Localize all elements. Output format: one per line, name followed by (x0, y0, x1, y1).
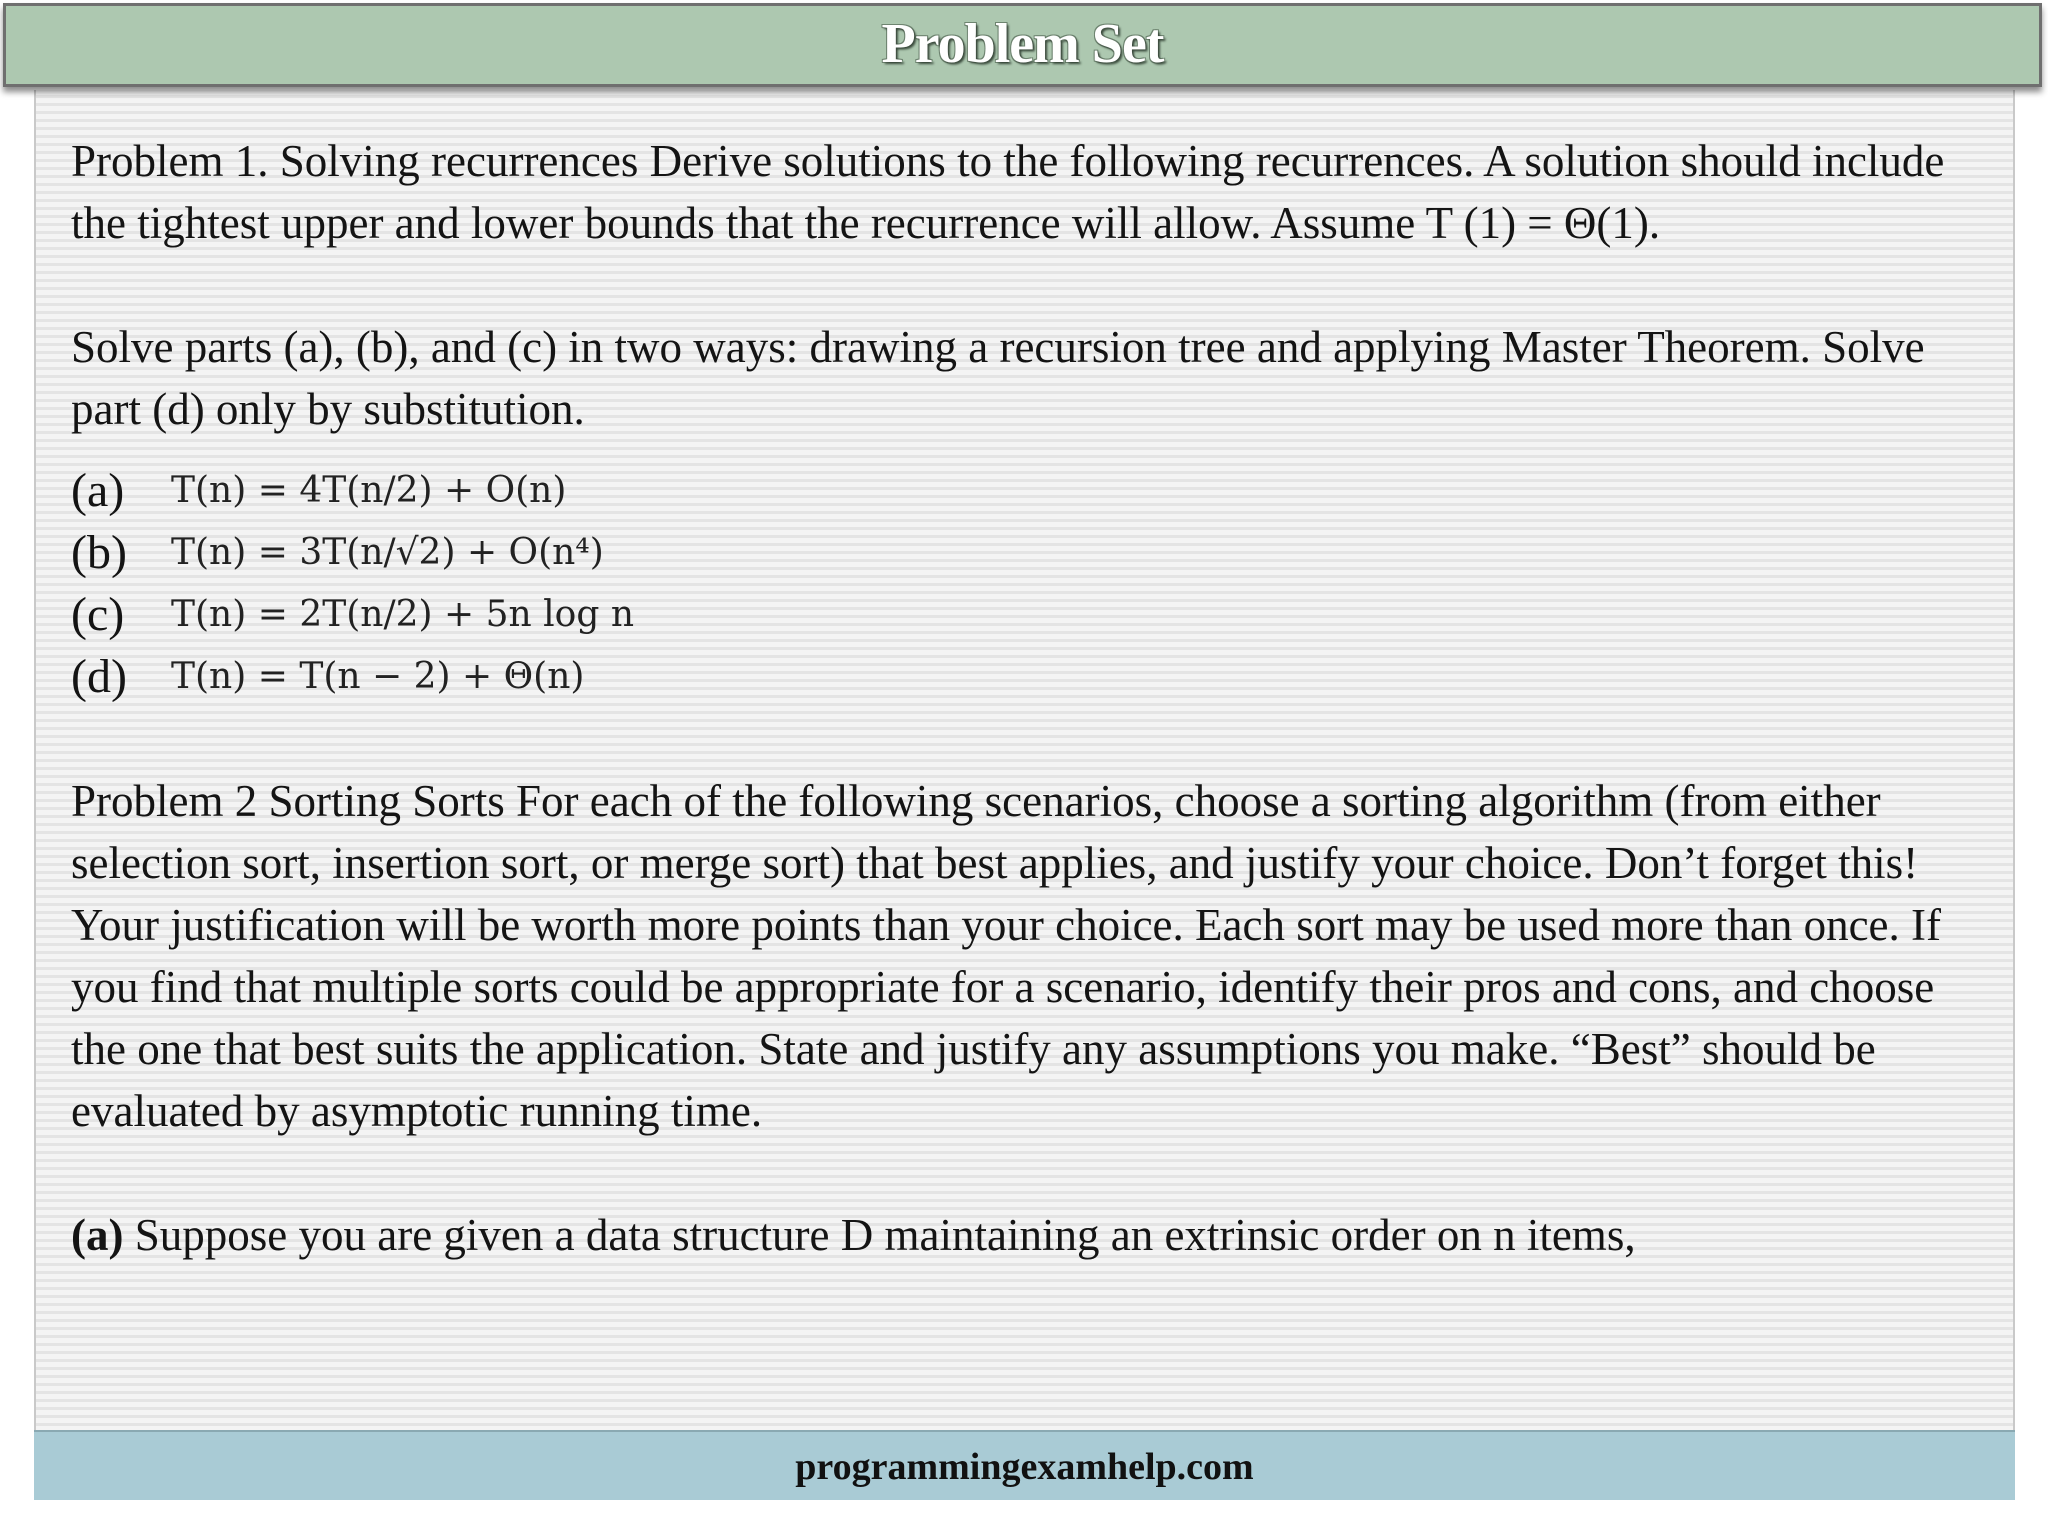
content-panel (34, 90, 2015, 1430)
recurrence-equation: T(n) = 3T(n/√2) + O(n⁴) (171, 532, 604, 573)
recurrence-label: (d) (71, 650, 127, 703)
part-a-text: Suppose you are given a data structure D maintaining an extrinsic order on n items, (123, 1210, 1636, 1260)
page-title: Problem Set (881, 13, 1164, 75)
recurrence-item-d (71, 646, 1991, 708)
footer-site: programmingexamhelp.com (795, 1446, 1254, 1488)
spacer (71, 254, 1991, 316)
recurrence-item-a (71, 460, 1991, 522)
recurrence-label: (a) (71, 464, 125, 517)
content-body (71, 130, 1991, 1266)
recurrence-equation: T(n) = 2T(n/2) + 5n log n (171, 594, 635, 635)
recurrence-item-c (71, 584, 1991, 646)
recurrence-label: (c) (71, 588, 125, 641)
recurrence-list (71, 460, 1991, 708)
recurrence-equation: T(n) = 4T(n/2) + O(n) (171, 470, 567, 511)
footer-bar (34, 1430, 2015, 1500)
problem-2-intro: Problem 2 Sorting Sorts For each of the following scenarios, choose a sorting algorithm (from either selection sort, insertion sort, or merge sort) that best applies, and justify your choice. Don’t forget this! Your justification will be worth more points than your choice. Each sort may be used more than once. If you find that multiple sorts could be appropriate for a scenario, identify their pros and cons, and choose the one that best suits the application. State and justify any assumptions you make. “Best” should be evaluated by asymptotic running time. (71, 776, 1941, 1136)
part-a-label: (a) (71, 1210, 124, 1260)
recurrence-item-b (71, 522, 1991, 584)
spacer (71, 708, 1991, 770)
spacer (71, 1142, 1991, 1204)
problem-2-part-a (71, 1204, 1991, 1266)
recurrence-label: (b) (71, 526, 127, 579)
problem-1-intro: Problem 1. Solving recurrences Derive solutions to the following recurrences. A solution should include the tightest upper and lower bounds that the recurrence will allow. Assume T (1) = Θ(1). (71, 136, 1945, 248)
recurrence-equation: T(n) = T(n − 2) + Θ(n) (171, 656, 585, 697)
title-bar (3, 3, 2042, 87)
problem-1-instructions: Solve parts (a), (b), and (c) in two ways: drawing a recursion tree and applying Master Theorem. Solve part (d) only by substitution. (71, 322, 1925, 434)
